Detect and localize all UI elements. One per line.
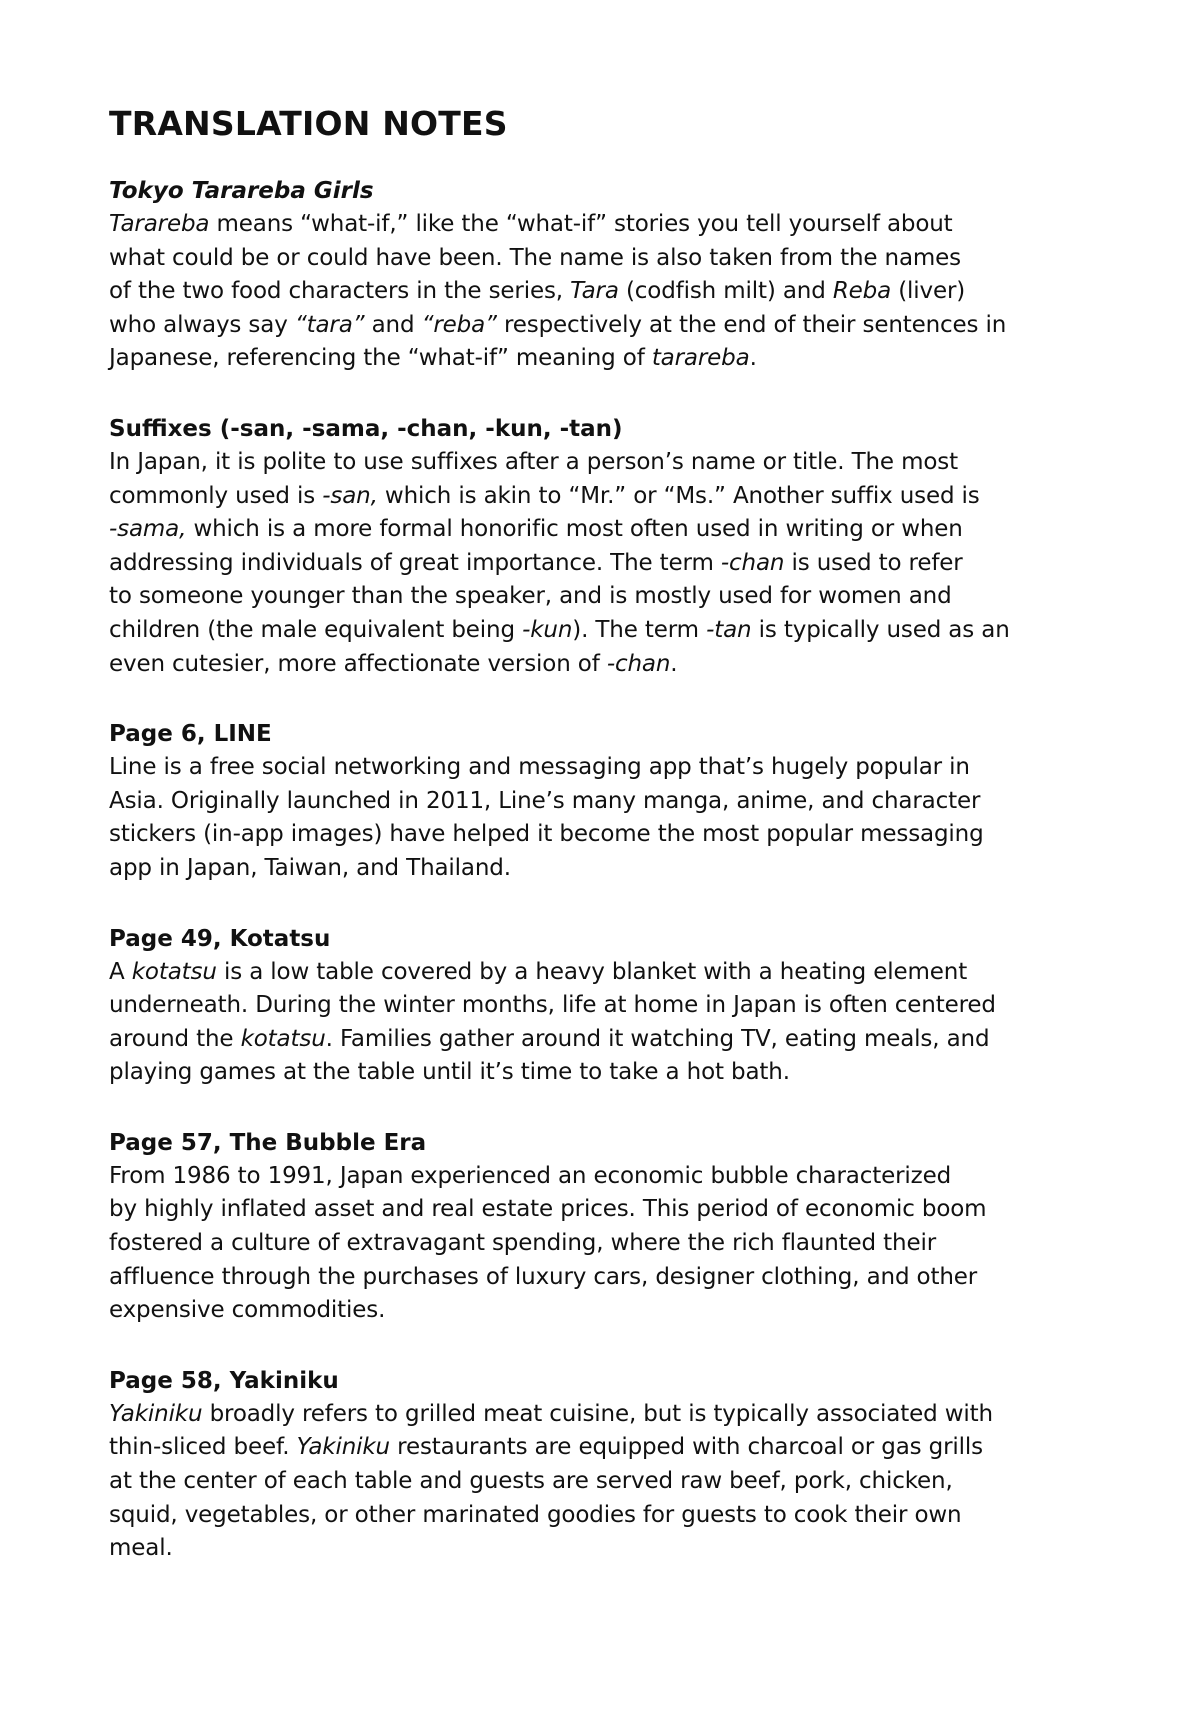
text-run: thin-sliced beef. xyxy=(109,1434,297,1461)
italic-term: Yakiniku xyxy=(296,1434,390,1461)
note-body-line xyxy=(109,547,1109,581)
note-body-line xyxy=(109,614,1109,648)
note-heading: Page 57, The Bubble Era xyxy=(109,1129,427,1156)
text-run: means “what-if,” like the “what-if” stories you tell yourself about xyxy=(209,211,953,237)
text-run: and xyxy=(364,311,422,338)
note-body-line xyxy=(109,1193,1109,1227)
note-heading: Page 49, Kotatsu xyxy=(109,925,331,952)
note-body-line xyxy=(109,1056,1109,1090)
text-run: Asia. Originally launched in 2011, Line’s many manga, anime, and character xyxy=(109,787,981,814)
note-body-line xyxy=(109,242,1109,276)
text-run: to someone younger than the speaker, and is mostly used for women and xyxy=(109,583,952,610)
note-body-line xyxy=(109,309,1109,343)
text-run: app in Japan, Taiwan, and Thailand. xyxy=(109,854,511,881)
note-body-line xyxy=(109,1261,1109,1295)
note-body xyxy=(109,1398,1109,1566)
note-body-line xyxy=(109,580,1109,614)
note-body-line xyxy=(109,1294,1109,1328)
note-yakiniku xyxy=(109,1364,1109,1566)
note-body-line xyxy=(109,989,1109,1023)
note-body-line xyxy=(109,1499,1109,1533)
italic-term: tarareba xyxy=(651,345,750,372)
note-body-line xyxy=(109,648,1109,682)
italic-term: -san, xyxy=(322,482,378,509)
note-body-line xyxy=(109,513,1109,547)
text-run: . xyxy=(749,345,757,372)
note-body xyxy=(109,1160,1109,1328)
text-run: children (the male equivalent being xyxy=(109,616,523,643)
text-run: of the two food characters in the series, xyxy=(109,278,571,305)
text-run: addressing individuals of great importance. The term xyxy=(109,549,721,576)
note-body-line xyxy=(109,1023,1109,1057)
note-heading: Page 58, Yakiniku xyxy=(109,1367,339,1394)
text-run: Japanese, referencing the “what-if” meaning of xyxy=(109,345,652,372)
italic-term: -kun xyxy=(522,616,573,643)
text-run: In Japan, it is polite to use suffixes after a person’s name or title. The most xyxy=(109,448,958,475)
text-run: ). The term xyxy=(572,616,707,643)
note-body xyxy=(109,956,1109,1090)
note-body-line xyxy=(109,1532,1109,1566)
note-heading: Tokyo Tarareba Girls xyxy=(109,178,374,204)
italic-term: kotatsu xyxy=(240,1025,326,1052)
note-body-line xyxy=(109,446,1109,480)
text-run: which is a more formal honorific most often used in writing or when xyxy=(186,516,963,543)
italic-term: Yakiniku xyxy=(109,1400,203,1427)
text-run: (liver) xyxy=(891,278,966,305)
note-tokyo-tarareba-girls xyxy=(109,174,1109,376)
text-run: expensive commodities. xyxy=(109,1297,386,1324)
italic-term: -tan xyxy=(706,616,752,643)
note-body-line xyxy=(109,956,1109,990)
note-body-line xyxy=(109,342,1109,376)
note-body-line xyxy=(109,1160,1109,1194)
text-run: From 1986 to 1991, Japan experienced an economic bubble characterized xyxy=(109,1162,952,1189)
text-run: meal. xyxy=(109,1535,173,1562)
text-run: affluence through the purchases of luxury cars, designer clothing, and other xyxy=(109,1263,978,1290)
text-run: what could be or could have been. The name is also taken from the names xyxy=(109,244,962,271)
note-body-line xyxy=(109,208,1109,242)
text-run: (codfish milt) and xyxy=(618,278,833,305)
note-body-line xyxy=(109,1431,1109,1465)
text-run: squid, vegetables, or other marinated goodies for guests to cook their own xyxy=(109,1501,962,1528)
note-body xyxy=(109,208,1109,376)
note-line-app xyxy=(109,717,1109,885)
note-body xyxy=(109,446,1109,681)
text-run: fostered a culture of extravagant spending, where the rich flaunted their xyxy=(109,1230,937,1257)
text-run: . xyxy=(670,650,678,677)
text-run: around the xyxy=(109,1025,241,1052)
note-body-line xyxy=(109,751,1109,785)
italic-term: Tara xyxy=(570,278,619,305)
note-body-line xyxy=(109,1465,1109,1499)
text-run: by highly inflated asset and real estate prices. This period of economic boom xyxy=(109,1196,987,1223)
note-heading: Page 6, LINE xyxy=(109,721,272,748)
text-run: is typically used as an xyxy=(751,616,1010,643)
page-title: TRANSLATION NOTES xyxy=(109,104,508,143)
italic-term: -sama, xyxy=(109,516,187,543)
text-run: broadly refers to grilled meat cuisine, but is typically associated with xyxy=(202,1400,993,1427)
note-body-line xyxy=(109,1227,1109,1261)
note-body-line xyxy=(109,480,1109,514)
note-body-line xyxy=(109,785,1109,819)
note-body-line xyxy=(109,275,1109,309)
text-run: which is akin to “Mr.” or “Ms.” Another suffix used is xyxy=(377,482,980,509)
text-run: stickers (in-app images) have helped it become the most popular messaging xyxy=(109,821,984,848)
text-run: underneath. During the winter months, life at home in Japan is often centered xyxy=(109,992,996,1019)
text-run: is used to refer xyxy=(784,549,963,576)
text-run: . Families gather around it watching TV, eating meals, and xyxy=(325,1025,990,1052)
italic-term: -chan xyxy=(720,549,785,576)
translation-notes-page xyxy=(109,104,1109,1602)
note-suffixes xyxy=(109,412,1109,681)
text-run: restaurants are equipped with charcoal or gas grills xyxy=(389,1434,983,1461)
note-body-line xyxy=(109,852,1109,886)
text-run: is a low table covered by a heavy blanket with a heating element xyxy=(216,958,968,985)
text-run: Line is a free social networking and messaging app that’s hugely popular in xyxy=(109,754,970,781)
note-body-line xyxy=(109,1398,1109,1432)
text-run: commonly used is xyxy=(109,482,323,509)
italic-term: kotatsu xyxy=(131,958,217,985)
italic-term: Reba xyxy=(832,278,892,305)
note-kotatsu xyxy=(109,922,1109,1090)
text-run: even cutesier, more affectionate version of xyxy=(109,650,607,677)
italic-term: -chan xyxy=(606,650,671,677)
note-heading: Suffixes (-san, -sama, -chan, -kun, -tan) xyxy=(109,415,623,442)
text-run: at the center of each table and guests are served raw beef, pork, chicken, xyxy=(109,1468,953,1495)
text-run: who always say xyxy=(109,311,295,338)
text-run: A xyxy=(109,958,132,985)
note-bubble-era xyxy=(109,1126,1109,1328)
italic-term: “reba” xyxy=(421,311,497,338)
text-run: playing games at the table until it’s time to take a hot bath. xyxy=(109,1059,790,1086)
italic-term: Tarareba xyxy=(109,211,210,237)
text-run: respectively at the end of their sentences in xyxy=(496,311,1007,338)
italic-term: “tara” xyxy=(294,311,365,338)
note-body-line xyxy=(109,818,1109,852)
note-body xyxy=(109,751,1109,885)
